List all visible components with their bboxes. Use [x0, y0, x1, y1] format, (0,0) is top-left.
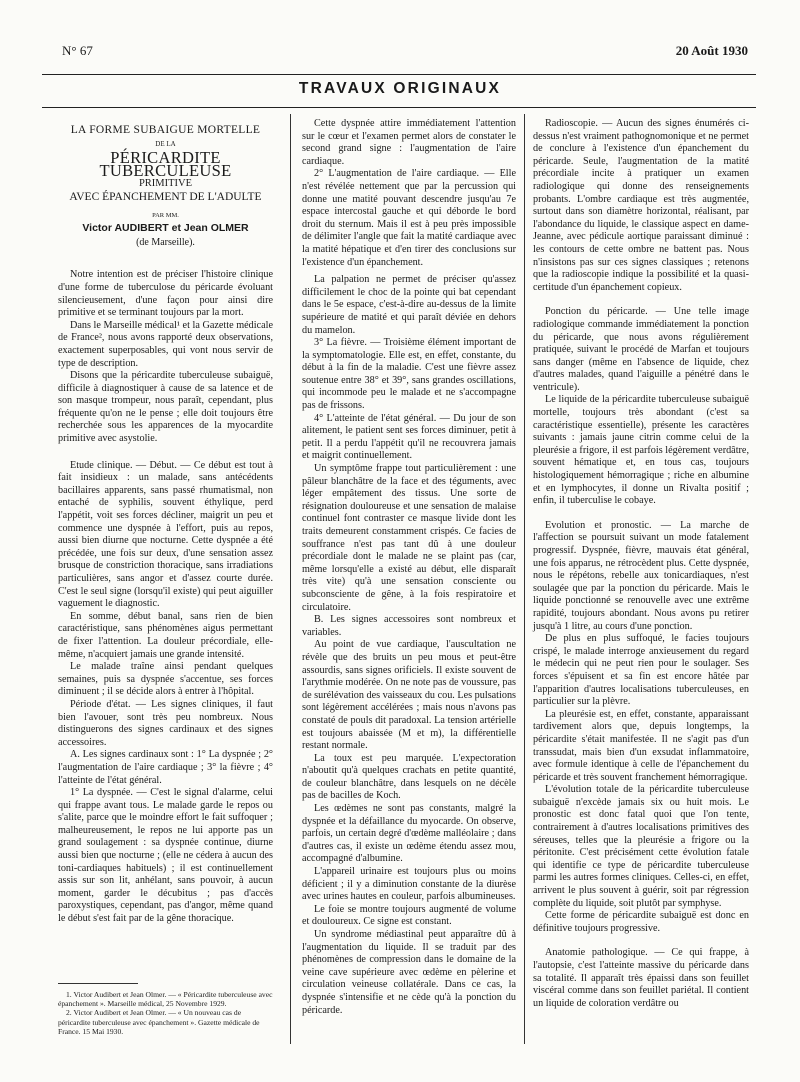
paragraph: 4° L'atteinte de l'état général. — Du jour de son alitement, le patient sent ses forces diminuer, petit à petit. Il a perdu l'appétit qu'il ne recouvrera jamais et maigrit continuellement.: [302, 412, 516, 462]
paragraph: Dans le Marseille médical¹ et la Gazette médicale de France², nous avons rapporté deux observations, exactement superposables, qui vont nous servir de type de description.: [58, 319, 273, 369]
column-divider-1: [290, 114, 291, 1044]
paragraph: De plus en plus suffoqué, le facies toujours crispé, le malade interroge anxieusement du regard le médecin qui ne peut rien pour le soulager. Ses forces s'épuisent et sa fin est encore hâtée par l'apparition d'autres localisations tuberculeuses, en particulier sur la plèvre.: [533, 633, 749, 708]
paragraph: B. Les signes accessoires sont nombreux et variables.: [302, 614, 516, 638]
title-line-1: LA FORME SUBAIGUE MORTELLE: [70, 124, 261, 136]
paragraph: Un syndrome médiastinal peut apparaître dû à l'augmentation du liquide. Il se traduit par des phénomènes de compression dans le domaine de la veine cave supérieure avec œdème en pèlerine et circulation veineuse collatérale. Dans ce cas, la dyspnée s'intensifie et ne cède qu'à la ponction du péricarde.: [302, 929, 516, 1016]
paragraph: Ponction du péricarde. — Une telle image radiologique commande immédiatement la ponction du péricarde, que nous avons régulièrement pratiquée, suivant le procédé de Marfan et toujours sans danger (même en l'absence de liquide, chez d'autres malades, quand l'aiguille a pénétré dans le ventricule).: [533, 306, 749, 393]
column-2: [302, 118, 516, 1017]
paragraph: Etude clinique. — Début. — Ce début est tout à fait insidieux : un malade, sans antécédents bacillaires apparents, sans passé rhumatismal, non entaché de syphilis, souvent éthylique, perd l'appétit, voit ses forces décliner, maigrit un peu et commence une dyspnée à l'effort, puis au repos, aussi bien diurne que nocturne. Cette dyspnée a été précédée, une fois sur deux, d'une sensation assez brusque de constriction thoracique, sans irradiations particulières, sans angor et d'assez courte durée. C'est le seul signe (lorsqu'il existe) qui peut aiguiller vaguement le diagnostic.: [58, 459, 273, 610]
section-title: TRAVAUX ORIGINAUX: [298, 80, 502, 97]
footnote: 2. Victor Audibert et Jean Olmer. — « Un nouveau cas de péricardite tuberculeuse avec épanchement ». Gazette médicale de France. 15 Mai 1930.: [58, 1008, 260, 1036]
column-3: [533, 118, 749, 1010]
paragraph: Radioscopie. — Aucun des signes énumérés ci-dessus n'est vraiment pathognomonique et ne permet de conclure à l'existence d'un épanchement du péricarde. Seule, l'augmentation de la matité précordiale incite à pratiquer un examen radiologique qui donne des renseignements probants. L'ombre cardiaque est très augmentée, surtout dans son diamètre horizontal, réalisant, par l'abondance du liquide, le classique aspect en dame-Jeanne, avec pédicule aortique paraissant diminué : les contours de cette ombre ne battent pas. Nous n'insistons pas sur ces signes classiques ; retenons que la radioscopie indique la possibilité et la quasi-certitude d'un épanchement copieux.: [533, 118, 749, 293]
affiliation: (de Marseille).: [136, 236, 195, 248]
title-line-3: PÉRICARDITE TUBERCULEUSE: [99, 148, 232, 180]
issue-date: 20 Août 1930: [675, 43, 748, 58]
paragraph: La pleurésie est, en effet, constante, apparaissant tardivement alors que, depuis longtemps, la péricardite s'était manifestée. Il ne s'agit pas d'un transsudat, mais bien d'un exsudat inflammatoire, avec formule identique à celle de l'épanchement du péricarde et très souvent franchement hémorragique.: [533, 708, 749, 783]
footnote-rule: [58, 983, 138, 984]
paragraph: Le liquide de la péricardite tuberculeuse subaiguë mortelle, toujours très abondant (c'est sa caractéristique essentielle), présente les caractères suivants : jamais jaune citrin comme celui de la pleurésie a frigore, il est parfois légèrement verdâtre, souvent hématique et, en tous cas, toujours histologiquement hémorragique ; riche en albumine et en lymphocytes, il donne un Rivalta positif ; enfin, il tuberculise le cobaye.: [533, 394, 749, 507]
issue-number: N° 67: [62, 43, 93, 58]
paragraph: L'appareil urinaire est toujours plus ou moins déficient ; il y a diminution constante de la diurèse avec urines hautes en couleur, parfois albumineuses.: [302, 866, 516, 903]
paragraph: Le foie se montre toujours augmenté de volume et douloureux. Ce signe est constant.: [302, 903, 516, 928]
paragraph: L'évolution totale de la péricardite tuberculeuse subaiguë n'excède jamais six ou huit mois. Le pronostic est donc fatal quoi que l'on tente, contrairement à d'autres localisations primitives des séreuses, telles que la pleurésie a frigore ou la péritonite. C'est précisément cette évolution fatale qui identifie ce type de péricardite tuberculeuse parmi les autres formes cliniques. Celles-ci, en effet, arrivent le plus souvent à guérir, soit par régression complète du liquide, soit plutôt par symphyse.: [533, 784, 749, 909]
paragraph: Anatomie pathologique. — Ce qui frappe, à l'autopsie, c'est l'atteinte massive du péricarde dans sa totalité. Il apparaît très épaissi dans son feuillet viscéral comme dans son feuillet pariétal. Il contient un liquide de coloration verdâtre ou: [533, 947, 749, 1009]
title-line-2: DE LA: [155, 139, 176, 148]
column-1: [58, 118, 273, 926]
title-line-5: AVEC ÉPANCHEMENT DE L'ADULTE: [69, 190, 262, 203]
paragraph: Période d'état. — Les signes cliniques, il faut bien l'avouer, sont très peu nombreux. Nous distinguerons des signes cardinaux et des signes accessoires.: [58, 698, 273, 748]
paragraph: La palpation ne permet de préciser qu'assez difficilement le choc de la pointe qui bat cependant dans le 5e espace, c'est-à-dire au-dessus de la limite supérieure de matité et qui paraît déviée en dehors du mamelon.: [302, 274, 516, 336]
paragraph: Au point de vue cardiaque, l'auscultation ne révèle que des bruits un peu mous et peut-être assourdis, sans signes orificiels. Il existe souvent de l'arythmie modérée. On ne note pas de voussure, pas de surélévation des vaisseaux du cou. Les pulsations sont légèrement accélérées ; mais nous n'avons pas constaté de pouls dit paradoxal. La tension artérielle est toujours abaissée (M et m), la différentielle restant normale.: [302, 639, 517, 752]
header-rule-top: [42, 74, 756, 75]
paragraph: Cette dyspnée attire immédiatement l'attention sur le cœur et l'examen permet alors de constater le second grand signe : l'augmentation de l'aire cardiaque.: [302, 118, 516, 167]
paragraph: 3° La fièvre. — Troisième élément important de la symptomatologie. Elle est, en effet, constante, du début à la fin de la maladie. C'est une fièvre assez soutenue entre 38° et 39°, sans grandes oscillations, qui incommode peu le malade et ne s'accompagne pas de frissons.: [302, 337, 516, 412]
paragraph: Notre intention est de préciser l'histoire clinique d'une forme de tuberculose du péricarde évoluant silencieusement, d'une façon pour ainsi dire primitive et se terminant toujours par la mort.: [58, 269, 273, 319]
paragraph: Le malade traîne ainsi pendant quelques semaines, puis sa dyspnée s'accentue, ses forces diminuent ; il se décide alors à entrer à l'hôpital.: [58, 661, 273, 698]
byline-prefix: PAR MM.: [152, 211, 179, 219]
paragraph: 2° L'augmentation de l'aire cardiaque. — Elle n'est révélée nettement que par la percussion qui donne une matité pouvant descendre jusqu'au 7e espace intercostal gauche et qui déborde le bord droit du sternum. Mais il est à peu près impossible de délimiter l'angle que fait la matité cardiaque avec la matité hépatique et d'en tirer des conclusions sur l'existence d'un épanchement.: [302, 168, 516, 268]
paragraph: Cette forme de péricardite subaiguë est donc en définitive toujours progressive.: [533, 910, 749, 934]
paragraph: Un symptôme frappe tout particulièrement : une pâleur blanchâtre de la face et des téguments, avec léger empâtement des tissus. Une sorte de résignation douloureuse et une sensation de malaise continuel font contraster ce masque livide dont les traits demeurent constamment crispés. Ce facies de souffrance n'est pas tant dû à une douleur précordiale dont le malade ne se plaint pas (car, même lorsqu'elle a existé au début, elle disparaît très vite) qu'à une sensation consciente ou subconsciente de gêne, à la fois respiratoire et circulatoire.: [302, 463, 516, 613]
header-rule-bottom: [42, 107, 756, 108]
footnote: 1. Victor Audibert et Jean Olmer. — « Péricardite tuberculeuse avec épanchement ». Marseille médical, 25 Novembre 1929.: [58, 990, 273, 1009]
column-divider-2: [524, 114, 525, 1044]
paragraph: A. Les signes cardinaux sont : 1° La dyspnée ; 2° l'augmentation de l'aire cardiaque ; 3° la fièvre ; 4° l'atteinte de l'état général.: [58, 749, 273, 786]
authors: Victor AUDIBERT et Jean OLMER: [82, 222, 249, 235]
paragraph: 1° La dyspnée. — C'est le signal d'alarme, celui qui frappe avant tous. Le malade garde le repos ou s'alite, parce que le moindre effort le fait suffoquer ; malheureusement, le repos ne lui apporte pas un grand soulagement : sa dyspnée continue, diurne aussi bien que nocturne ; (elle ne cédera à aucun des toni-cardiaques habituels) ; il est continuellement assis sur son lit, anhélant, sans pouvoir, à aucun moment, garder le décubitus ; pas d'accès paroxystiques, cependant, pas d'angor, même quand le début s'est fait par de la gêne thoracique.: [58, 787, 273, 925]
footnotes: [58, 990, 273, 1036]
paragraph: Evolution et pronostic. — La marche de l'affection se poursuit suivant un mode fatalement progressif. Dyspnée, fièvre, mauvais état général, une fois apparus, ne rétrocèdent plus. Cette dyspnée, nous le répétons, rebelle aux tonicardiaques, n'est soulagée que par la ponction du péricarde. Mais le liquide ponctionné se renouvelle avec une extrême rapidité, toujours abondant. Nous avons pu retirer jusqu'à 1 litre, au cours d'une ponction.: [533, 519, 749, 632]
paragraph: Disons que la péricardite tuberculeuse subaiguë, difficile à diagnostiquer à cause de sa latence et de son masque trompeur, nous paraît, cependant, plus fréquente qu'on ne le pense ; elle doit toujours être recherchée sous les apparences de la myocardite primitive avec asystolie.: [58, 370, 273, 445]
title-line-4: PRIMITIVE: [138, 178, 193, 190]
paragraph: Les œdèmes ne sont pas constants, malgré la dyspnée et la défaillance du myocarde. On observe, parfois, un certain degré d'œdème malléolaire ; dans d'autres cas, il existe un œdème étendu assez mou, accompagné d'albumine.: [302, 803, 516, 865]
paragraph: La toux est peu marquée. L'expectoration n'aboutit qu'à quelques crachats en petite quantité, de couleur blanchâtre, dans lesquels on ne décèle pas de bacilles de Koch.: [302, 752, 516, 802]
paragraph: En somme, début banal, sans rien de bien caractéristique, sans phénomènes aigus permettant de fixer l'attention. La douleur précordiale, elle-même, n'acquiert jamais une grande intensité.: [58, 610, 273, 660]
article-title-block: [58, 124, 273, 249]
